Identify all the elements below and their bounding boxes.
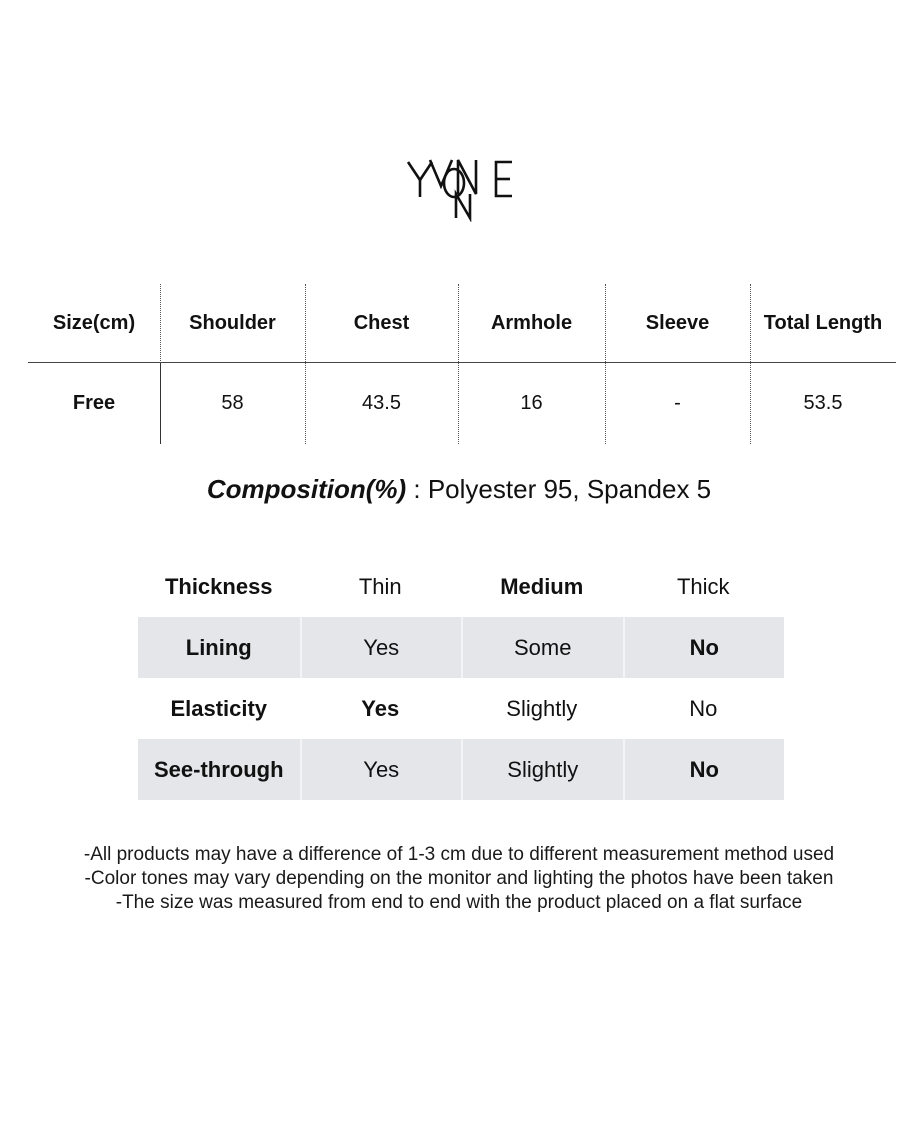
fabric-option: Thick bbox=[676, 573, 730, 599]
divider bbox=[605, 284, 606, 444]
divider bbox=[458, 284, 459, 444]
fabric-option: Some bbox=[461, 617, 623, 678]
composition-separator: : bbox=[406, 474, 428, 504]
header-chest: Chest bbox=[353, 311, 410, 334]
note-line: -The size was measured from end to end with the product placed on a flat surface bbox=[115, 892, 803, 913]
note-line: -Color tones may vary depending on the monitor and lighting the photos have been taken bbox=[84, 868, 834, 889]
size-table-row bbox=[28, 363, 896, 444]
header-sleeve: Sleeve bbox=[645, 311, 710, 334]
composition bbox=[0, 474, 918, 505]
header-armhole: Armhole bbox=[490, 311, 573, 334]
fabric-option-selected: No bbox=[623, 617, 785, 678]
fabric-option: Yes bbox=[300, 739, 462, 800]
fabric-label: See-through bbox=[138, 739, 300, 800]
note-line: -All products may have a difference of 1-3 cm due to different measurement method used bbox=[83, 844, 835, 865]
composition-label: Composition(%) bbox=[206, 474, 407, 504]
header-total-length: Total Length bbox=[763, 311, 883, 334]
fabric-row-lining bbox=[138, 617, 784, 678]
fabric-label: Thickness bbox=[164, 573, 273, 599]
fabric-option-selected: No bbox=[623, 739, 785, 800]
composition-value: Polyester 95, Spandex 5 bbox=[427, 474, 712, 504]
fabric-row-see-through bbox=[138, 739, 784, 800]
fabric-option: Yes bbox=[300, 617, 462, 678]
fabric-row-elasticity bbox=[138, 678, 784, 739]
divider bbox=[750, 284, 751, 444]
value-total-length: 53.5 bbox=[803, 392, 843, 414]
header-shoulder: Shoulder bbox=[189, 311, 276, 334]
fabric-label: Lining bbox=[138, 617, 300, 678]
value-shoulder: 58 bbox=[221, 392, 244, 414]
value-sleeve: - bbox=[674, 392, 681, 414]
header-size: Size(cm) bbox=[52, 311, 136, 334]
divider bbox=[305, 284, 306, 444]
disclaimer-notes bbox=[0, 843, 918, 915]
value-size: Free bbox=[72, 392, 116, 414]
fabric-option: Slightly bbox=[461, 739, 623, 800]
value-chest: 43.5 bbox=[362, 392, 401, 414]
fabric-option-selected: Medium bbox=[500, 573, 584, 599]
size-table bbox=[28, 284, 896, 444]
fabric-label: Elasticity bbox=[170, 695, 268, 721]
fabric-properties-table bbox=[138, 556, 784, 800]
fabric-option: Slightly bbox=[506, 695, 578, 721]
divider bbox=[160, 363, 161, 444]
fabric-row-thickness bbox=[138, 556, 784, 617]
divider bbox=[160, 284, 161, 363]
brand-logo bbox=[400, 150, 520, 222]
value-armhole: 16 bbox=[520, 392, 543, 414]
fabric-option: No bbox=[689, 695, 718, 721]
fabric-option-selected: Yes bbox=[361, 695, 400, 721]
size-table-header bbox=[28, 284, 896, 363]
fabric-option: Thin bbox=[358, 573, 402, 599]
